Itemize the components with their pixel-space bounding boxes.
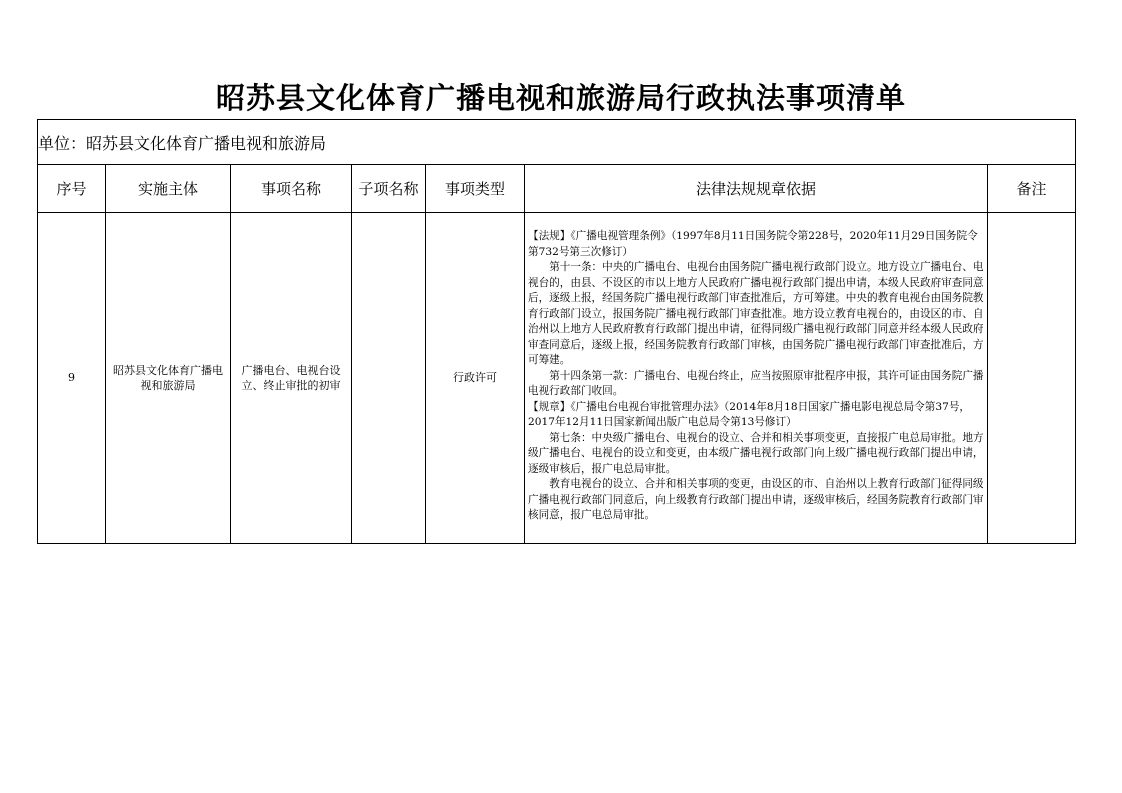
header-remark: 备注 <box>988 165 1076 213</box>
document-title: 昭苏县文化体育广播电视和旅游局行政执法事项清单 <box>215 81 906 115</box>
header-row <box>38 165 1076 213</box>
enforcement-items-table <box>37 119 1076 544</box>
cell-seq: 9 <box>38 213 106 544</box>
basis-paragraph: 第十一条：中央的广播电台、电视台由国务院广播电视行政部门设立。地方设立广播电台、电视台的，由县、不设区的市以上地方人民政府广播电视行政部门提出申请，本级人民政府审查同意后，逐级上报，经国务院广播电视行政部门审查批准后，方可筹建。中央的教育电视台由国务院教育行政部门设立，报国务院广播电视行政部门审查批准。地方设立教育电视台的，由设区的市、自治州以上地方人民政府教育行政部门提出申请，征得同级广播电视行政部门同意并经本级人民政府审查同意后，逐级上报，经国务院教育行政部门审核，由国务院广播电视行政部门审查批准后，方可筹建。 <box>528 261 984 366</box>
basis-paragraph: 【规章】《广播电台电视台审批管理办法》（2014年8月18日国家广播电影电视总局令第37号，2017年12月11日国家新闻出版广电总局令第13号修订） <box>528 400 971 428</box>
table-row <box>38 213 1076 544</box>
header-sub-item: 子项名称 <box>352 165 426 213</box>
cell-remark <box>988 213 1076 544</box>
basis-paragraph: 教育电视台的设立、合并和相关事项的变更，由设区的市、自治州以上教育行政部门征得同级广播电视行政部门同意后，向上级教育行政部门提出申请，逐级审核后，经国务院教育行政部门审核同意，报广电总局审批。 <box>528 478 984 521</box>
cell-item-name-text: 广播电台、电视台设立、终止审批的初审 <box>241 363 341 392</box>
cell-basis <box>525 213 988 544</box>
header-item-name: 事项名称 <box>231 165 352 213</box>
header-subject: 实施主体 <box>106 165 231 213</box>
basis-paragraph: 第七条：中央级广播电台、电视台的设立、合并和相关事项变更，直接报广电总局审批。地方级广播电台、电视台的设立和变更，由本级广播电视行政部门向上级广播电视行政部门提出申请，逐级审核后，报广电总局审批。 <box>528 431 984 475</box>
cell-subject <box>106 213 231 544</box>
cell-sub-item <box>352 213 426 544</box>
unit-label: 单位：昭苏县文化体育广播电视和旅游局 <box>38 120 1076 165</box>
cell-subject-text: 昭苏县文化体育广播电视和旅游局 <box>113 363 223 392</box>
header-item-type: 事项类型 <box>426 165 525 213</box>
header-basis: 法律法规规章依据 <box>525 165 988 213</box>
cell-item-name <box>231 213 352 544</box>
cell-item-type: 行政许可 <box>426 213 525 544</box>
unit-row <box>38 120 1076 165</box>
basis-paragraph: 第十四条第一款：广播电台、电视台终止，应当按照原审批程序申报，其许可证由国务院广播电视行政部门收回。 <box>528 369 984 397</box>
basis-paragraph: 【法规】《广播电视管理条例》（1997年8月11日国务院令第228号，2020年11月29日国务院令第732号第三次修订） <box>528 230 978 258</box>
header-seq: 序号 <box>38 165 106 213</box>
